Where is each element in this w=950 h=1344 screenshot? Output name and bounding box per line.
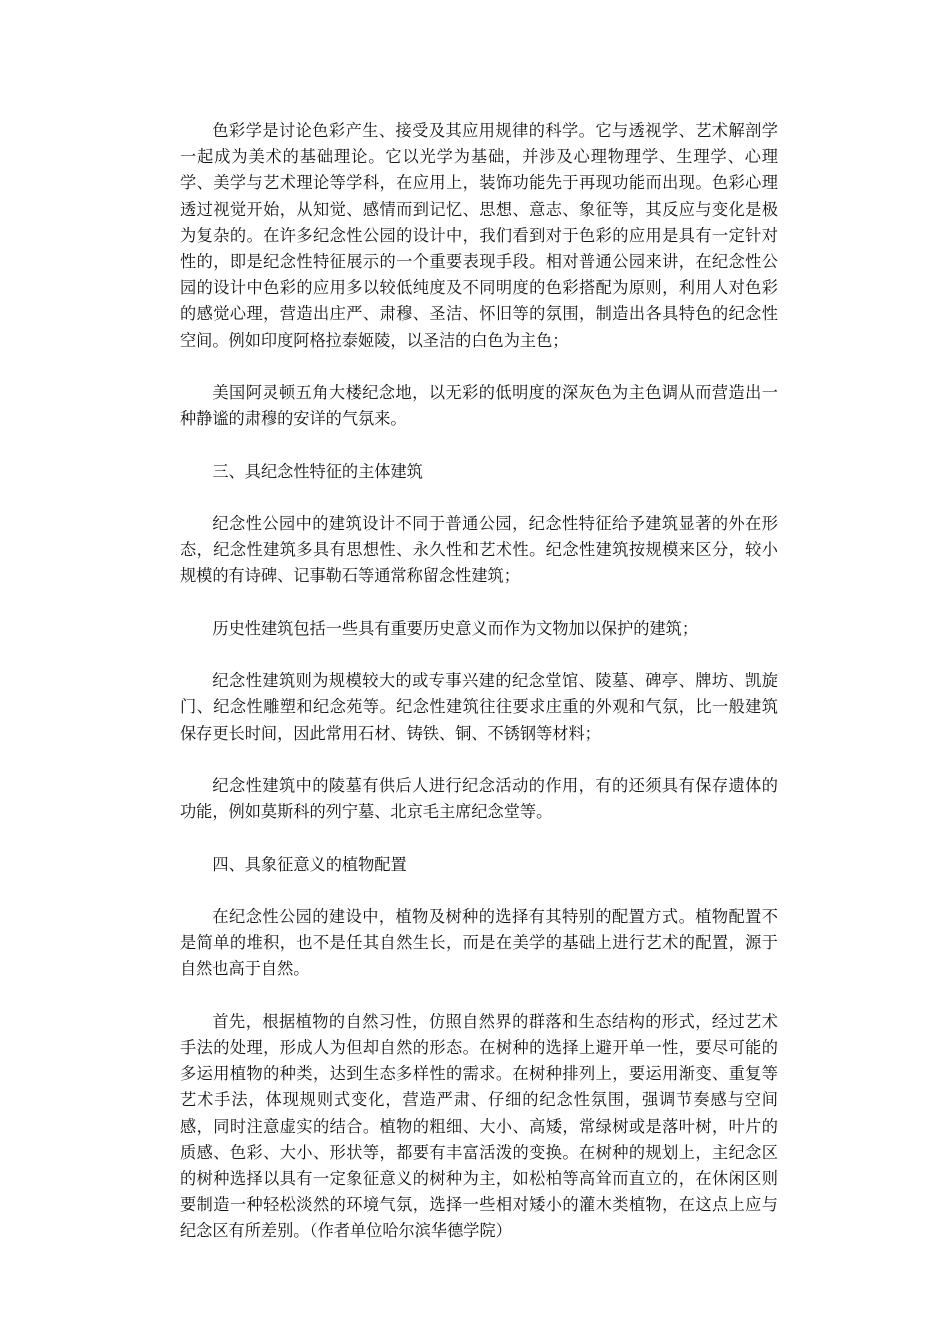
paragraph-historic-buildings: 历史性建筑包括一些具有重要历史意义而作为文物加以保护的建筑；: [212, 618, 699, 638]
paragraph-arlington-example: 美国阿灵顿五角大楼纪念地，以无彩的低明度的深灰色为主色调从而营造出一种静谧的肃穆的安详的气氛来。: [180, 383, 778, 429]
section-heading-architecture: 三、具纪念性特征的主体建筑: [212, 461, 423, 481]
section-heading-plants: 四、具象征意义的植物配置: [212, 854, 407, 874]
paragraph-color-theory: 色彩学是讨论色彩产生、接受及其应用规律的科学。它与透视学、艺术解剖学一起成为美术的基础理论。它以光学为基础，并涉及心理物理学、生理学、心理学、美学与艺术理论等学科，在应用上，装饰功能先于再现功能而出现。色彩心理透过视觉开始，从知觉、感情而到记忆、思想、意志、象征等，其反应与变化是极为复杂的。在许多纪念性公园的设计中，我们看到对于色彩的应用是具有一定针对性的，即是纪念性特征展示的一个重要表现手段。相对普通公园来讲，在纪念性公园的设计中色彩的应用多以较低纯度及不同明度的色彩搭配为原则，利用人对色彩的感觉心理，营造出庄严、肃穆、圣洁、怀旧等的氛围，制造出各具特色的纪念性空间。例如印度阿格拉泰姬陵，以圣洁的白色为主色；: [180, 121, 778, 350]
paragraph-tree-selection: 首先，根据植物的自然习性，仿照自然界的群落和生态结构的形式，经过艺术手法的处理，形成人为但却自然的形态。在树种的选择上避开单一性，要尽可能的多运用植物的种类，达到生态多样性的需求。在树种排列上，要运用渐变、重复等艺术手法，体现规则式变化，营造严肃、仔细的纪念性氛围，强调节奏感与空间感，同时注意虚实的结合。植物的粗细、大小、高矮，常绿树或是落叶树，叶片的质感、色彩、大小、形状等，都要有丰富活泼的变换。在树种的规划上，主纪念区的树种选择以具有一定象征意义的树种为主，如松柏等高耸而直立的，在休闲区则要制造一种轻松淡然的环境气氛，选择一些相对矮小的灌木类植物，在这点上应与纪念区有所差别。（作者单位哈尔滨华德学院）: [180, 1011, 778, 1241]
paragraph-architecture-intro: 纪念性公园中的建筑设计不同于普通公园，纪念性特征给予建筑显著的外在形态，纪念性建筑多具有思想性、永久性和艺术性。纪念性建筑按规模来区分，较小规模的有诗碑、记事勒石等通常称留念性建筑；: [180, 514, 778, 586]
paragraph-mausoleums: 纪念性建筑中的陵墓有供后人进行纪念活动的作用，有的还须具有保存遗体的功能，例如莫斯科的列宁墓、北京毛主席纪念堂等。: [180, 775, 778, 822]
document-body: [180, 118, 778, 1245]
paragraph-memorial-buildings: 纪念性建筑则为规模较大的或专事兴建的纪念堂馆、陵墓、碑亭、牌坊、凯旋门、纪念性雕塑和纪念苑等。纪念性建筑往往要求庄重的外观和气氛，比一般建筑保存更长时间，因此常用石材、铸铁、铜、不锈钢等材料；: [180, 671, 778, 743]
paragraph-plant-configuration: 在纪念性公园的建设中，植物及树种的选择有其特别的配置方式。植物配置不是简单的堆积，也不是任其自然生长，而是在美学的基础上进行艺术的配置，源于自然也高于自然。: [180, 906, 778, 979]
